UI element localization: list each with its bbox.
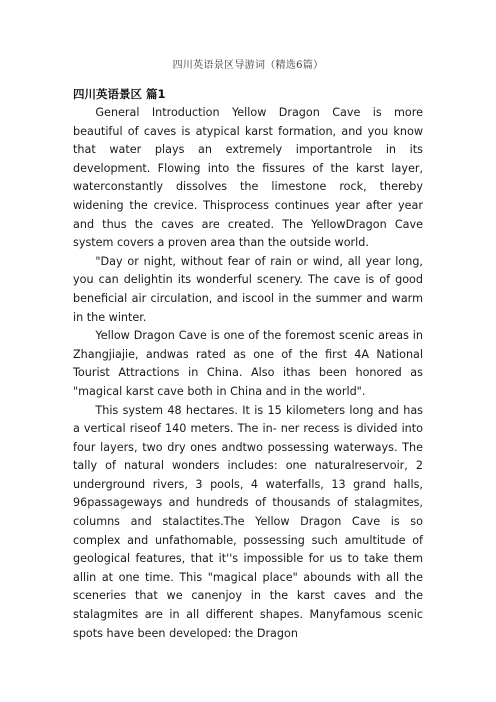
- paragraph-4: This system 48 hectares. It is 15 kilometers long and has a vertical riseof 140 meters. The in- ner recess is divided into four layers, two dry ones andtwo possessing waterways. The tally of natural wonders includes: one naturalreservoir, 2 underground rivers, 3 pools, 4 waterfalls, 13 grand halls, 96passageways and hundreds of thousands of stalagmites, columns and stalactites.The Yellow Dragon Cave is so complex and unfathomable, possessing such amultitude of geological features, that it''s impossible for us to take them allin at one time. This "magical place" abounds with all the sceneries that we canenjoy in the karst caves and the stalagmites are in all different shapes. Manyfamous scenic spots have been developed: the Dragon: [73, 403, 423, 640]
- document-header: 四川英语景区导游词（精选6篇）: [172, 60, 324, 71]
- section-heading: 四川英语景区 篇1: [73, 87, 166, 101]
- paragraph-1: General Introduction Yellow Dragon Cave is more beautiful of caves is atypical karst formation, and you know that water plays an extremely importantrole in its development. Flowing into the fissures of the karst layer, waterconstantly dissolves the limestone rock, thereby widening the crevice. Thisprocess continues year after year and thus the caves are created. The YellowDragon Cave system covers a proven area than the outside world.: [73, 106, 423, 250]
- paragraph-2: "Day or night, without fear of rain or wind, all year long, you can delightin its wonderful scenery. The cave is of good beneficial air circulation, and iscool in the summer and warm in the winter.: [73, 254, 423, 324]
- body-text: [73, 104, 423, 643]
- paragraph-3: Yellow Dragon Cave is one of the foremost scenic areas in Zhangjiajie, andwas rated as one of the first 4A National Tourist Attractions in China. Also ithas been honored as "magical karst cave both in China and in the world".: [73, 329, 423, 398]
